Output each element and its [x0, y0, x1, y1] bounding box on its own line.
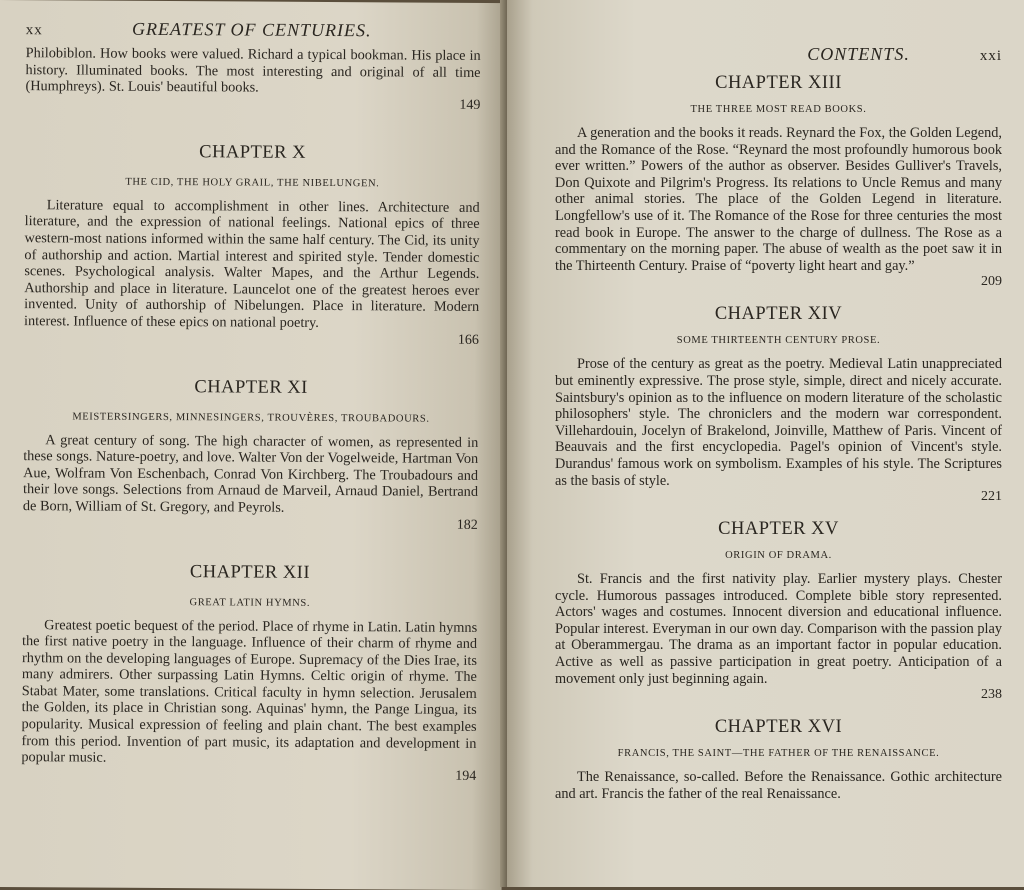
chapter-page-number: 209	[981, 274, 1002, 290]
chapter-subtitle: FRANCIS, THE SAINT—THE FATHER OF THE RENAISSANCE.	[617, 748, 940, 760]
chapter-summary: The Renaissance, so-called. Before the Renaissance. Gothic architecture and art. Francis the father of the real Renaissance.	[555, 769, 1002, 802]
chapter-page-number: 238	[981, 687, 1002, 703]
chapter-subtitle: THE CID, THE HOLY GRAIL, THE NIBELUNGEN.	[125, 176, 380, 190]
chapter-page-number: 166	[457, 332, 479, 348]
left-folio: xx	[25, 22, 43, 39]
chapter-entry	[555, 73, 1002, 290]
chapter-subtitle: THE THREE MOST READ BOOKS.	[690, 104, 867, 115]
chapter-page-number: 182	[456, 517, 478, 533]
chapter-entry	[21, 561, 477, 785]
lead-page-number: 149	[459, 97, 481, 113]
chapter-page-number: 221	[981, 489, 1002, 505]
chapter-heading: CHAPTER XIV	[714, 304, 843, 325]
chapter-entry	[24, 141, 480, 349]
chapter-subtitle: GREAT LATIN HYMNS.	[189, 596, 311, 609]
chapter-heading: CHAPTER XI	[194, 376, 308, 398]
chapter-summary: Greatest poetic bequest of the period. Place of rhyme in Latin. Latin hymns the first native poetry in the language. Influence of their charm of rhyme and rhythm on the developing languages of Europe. Supremacy of the Dies Irae, its many admirers. Other surpassing Latin Hymns. Celtic origin of rhyme. The Stabat Mater, some translations. Critical faculty in hymn selection. Jerusalem the Golden, its place in Christian song. Aquinas' hymn, the Pange Lingua, its popularity. Musical expression of feeling and plain chant. The best examples from this period. Invention of part music, its adaptation and development in popular music.	[21, 616, 478, 766]
right-folio: xxi	[979, 48, 1002, 64]
chapter-summary: Prose of the century as great as the poetry. Medieval Latin unappreciated but eminently expressive. The prose style, simple, direct and nicely accurate. Saintsbury's opinion as to the influence on modern literature of the scholastic philosophers' style. The chroniclers and the modern war correspondent. Villehardouin, Jocelyn of Brakelond, Joinville, Matthew of Paris. Vincent of Beauvais and the first encyclopedia. Pagel's opinion of Vincent's style. Durandus' famous work on symbolism. Examples of his style. The Scriptures as the basis of style.	[555, 356, 1002, 489]
left-running-head	[26, 18, 481, 42]
chapter-heading: CHAPTER X	[199, 142, 307, 163]
chapter-entry	[555, 519, 1002, 703]
chapter-summary: Literature equal to accomplishment in other lines. Architecture and literature, and the expression of national feelings. National epics of three western-most nations informed within the same half century. The Cid, its unity of authorship and action. Martial interest and spirited style. Tender domestic scenes. Psychological analysis. Walter Mapes, and the Arthur Legends. Authorship and place in literature. Launcelot one of the greatest heroes ever invented. Unity of authorship of Nibelungen. Place in literature. Modern interest. Influence of these epics on national poetry.	[23, 197, 480, 331]
right-running-title: CONTENTS.	[807, 44, 910, 64]
chapter-heading: CHAPTER XV	[718, 519, 839, 540]
chapter-summary: A generation and the books it reads. Reynard the Fox, the Golden Legend, and the Romance of the Rose. “Reynard the most profoundly humorous book ever written.” Powers of the author as observer. Besides Gulliver's Travels, Don Quixote and Pilgrim's Progress. Its relations to Uncle Remus and many other animal stories. The place of the Golden Legend in literature. Longfellow's use of it. The Romance of the Rose for three centuries the most read book in Europe. The answer to the charge of dullness. The Rose as a commentary on the morning paper. The abuse of wealth as the poet saw it in the Thirteenth Century. Praise of “poverty light heart and gay.”	[555, 125, 1002, 274]
chapter-heading: CHAPTER XIII	[715, 73, 842, 93]
chapter-entry	[555, 717, 1002, 802]
chapter-subtitle: SOME THIRTEENTH CENTURY PROSE.	[676, 335, 881, 347]
chapter-subtitle: MEISTERSINGERS, MINNESINGERS, TROUVÈRES, TROUBADOURS.	[72, 410, 430, 425]
left-running-title: GREATEST OF CENTURIES.	[131, 18, 372, 41]
chapter-summary: St. Francis and the first nativity play. Earlier mystery plays. Chester cycle. Humorous passages introduced. Complete bible story represented. Actors' wages and costumes. Innocent diversion and educational influence. Popular interest. Everyman in our own day. Comparison with the passion play at Oberammergau. The drama as an important factor in popular education. Active as well as passive participation in great poetry. Anticipation of a movement only just beginning again.	[555, 571, 1002, 687]
chapter-page-number: 194	[455, 768, 477, 784]
right-page	[507, 0, 1024, 887]
chapter-entry	[555, 304, 1002, 505]
chapter-subtitle: ORIGIN OF DRAMA.	[725, 550, 832, 562]
chapter-heading: CHAPTER XVI	[714, 717, 843, 738]
left-page	[0, 0, 507, 890]
chapter-entry	[23, 376, 479, 534]
chapter-heading: CHAPTER XII	[189, 561, 311, 583]
lead-text: Philobiblon. How books were valued. Richard a typical bookman. His place in history. Illuminated books. The most interesting and original of all time (Humphreys). St. Louis' beautiful books.	[25, 45, 481, 96]
chapter-summary: A great century of song. The high character of women, as represented in these songs. Nature-poetry, and love. Walter Von der Vogelweide, Hartman Von Aue, Wolfram Von Eschenbach, Conrad Von Kirchberg. The Troubadours and their love songs. Selections from Arnaud de Marveil, Arnaud Daniel, Bertrand de Born, William of St. Gregory, and Peyrols.	[22, 431, 479, 516]
right-running-head	[555, 44, 1002, 65]
